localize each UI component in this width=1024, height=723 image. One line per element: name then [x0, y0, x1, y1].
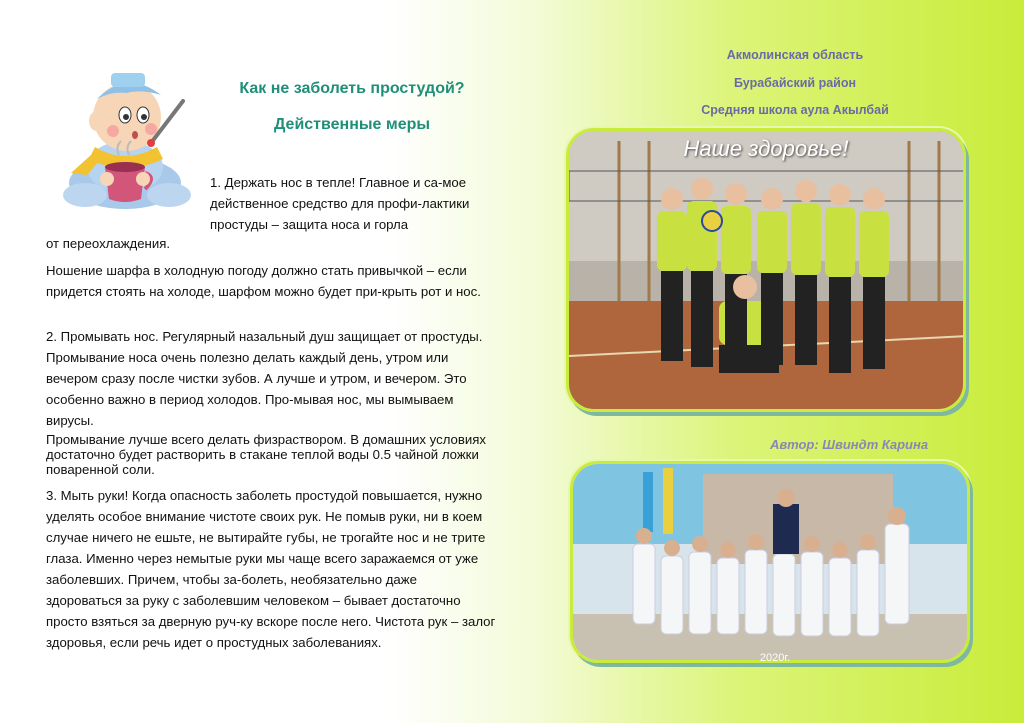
photo2-year-label: 2020г. [759, 652, 791, 664]
article-title-line2: Действенные меры [273, 116, 431, 133]
paragraph-1-part2: от переохлаждения. [46, 236, 171, 251]
paragraph-2: Ношение шарфа в холодную погоду должно стать привычкой – если придется стоять на холоде, шарфом можно будет при-крыть рот и нос. [46, 263, 481, 299]
district-name: Бурабайский район [733, 76, 857, 90]
school-name: Средняя школа аула Акылбай [701, 103, 889, 117]
article-title-line1: Как не заболеть простудой? [239, 80, 465, 97]
team-photo-gym [566, 128, 966, 412]
paragraph-5: 3. Мыть руки! Когда опасность заболеть простудой повышается, нужно уделять особое внимание чистоте своих рук. Не помыв руки, ни в коем случае ничего не ешьте, не вытирайте губы, не трогайте нос и не трите глаза. Именно через немытые руки мы чаще всего заражаемся от уже заболевших. Причем, чтобы за-болеть, необязательно даже здороваться за руку с заболевшим человеком – бывает достаточно просто взяться за дверную руч-ку вскоре после него. Чистота рук – залог здоровья, если речь идет о простудных заболеваниях. [46, 488, 496, 650]
region-name: Акмолинская область [726, 48, 864, 62]
paragraph-3: 2. Промывать нос. Регулярный назальный душ защищает от простуды. Промывание носа очень полезно делать каждый день, утром или вечером сразу после чистки зубов. А лучше и утром, и вечером. Это особенно важно в период холодов. Про-мывая нос, мы вымываем вирусы. [46, 329, 483, 428]
sick-baby-illustration [45, 55, 207, 217]
photo1-caption: Наше здоровье! [683, 136, 849, 161]
paragraph-1-part1: 1. Держать нос в тепле! Главное и са-мое действенное средство для профи-лактики простуды – защита носа и горла [210, 175, 470, 232]
karate-group-photo [570, 461, 970, 663]
paragraph-4: Промывание лучше всего делать физраствором. В домашних условиях достаточно будет растворить в стакане теплой воды 0.5 чайной ложки поваренной соли. [46, 432, 486, 477]
author-label: Автор: Швиндт Карина [770, 437, 929, 452]
